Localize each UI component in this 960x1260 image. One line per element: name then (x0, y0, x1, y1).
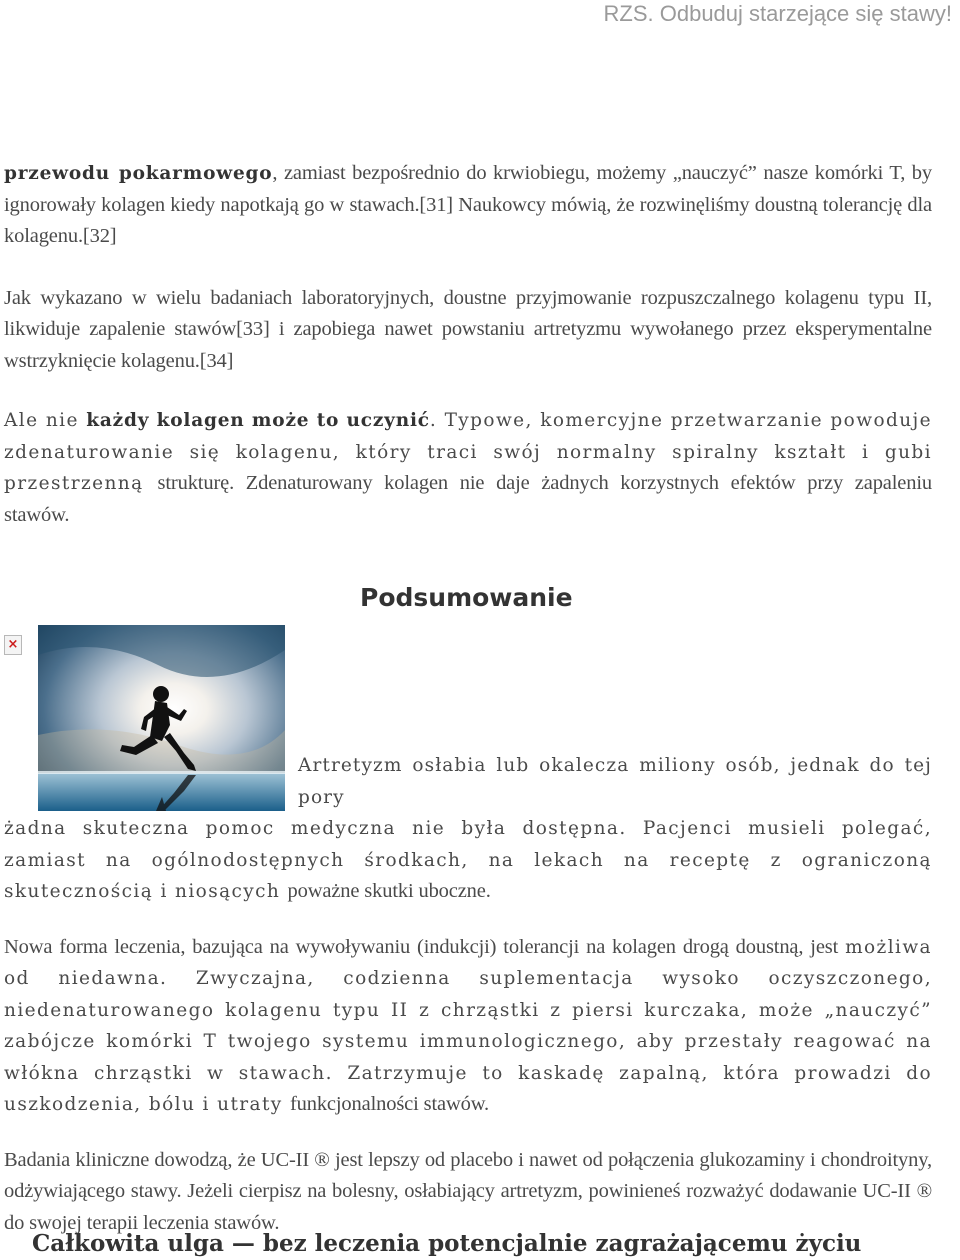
runner-image (38, 625, 285, 811)
bold-digestive-tract: przewodu pokarmowego (4, 163, 273, 184)
paragraph-no-help (4, 813, 932, 908)
section-heading-summary: Podsumowanie (360, 583, 573, 612)
paragraph-oral-tolerance-text: , zamiast bezpośrednio do krwiobiegu, możemy „nauczyć” nasze komórki T, by ignorowały kolagen kiedy napotkają go w stawach.[31] Naukowcy mówią, że rozwinęliśmy doustną tolerancję dla kolagenu.[32] (4, 162, 932, 247)
paragraph-oral-tolerance (4, 158, 932, 253)
paragraph-new-treatment-c: funkcjonalności stawów. (289, 1093, 489, 1115)
paragraph-denatured-text-a: . Typowe, komercyjne przetwarzanie powoduje zdenaturowanie się kolagenu, który traci swój normalny spiralny kształt i gubi przestrzenną (4, 410, 933, 494)
section-heading-total-relief: Całkowita ulga — bez leczenia potencjalnie zagrażającemu życiu (32, 1230, 862, 1257)
page-title: RZS. Odbuduj starzejące się stawy! (603, 1, 952, 26)
paragraph-clinical-trials: Badania kliniczne dowodzą, że UC-II ® jest lepszy od placebo i nawet od połączenia glukozaminy i chondroityny, odżywiającego stawy. Jeżeli cierpisz na bolesny, osłabiający artretyzm, powinieneś rozważyć dodawanie UC-II ® do swojej terapii leczenia stawów. (4, 1148, 932, 1234)
paragraph-denatured-collagen (4, 405, 932, 531)
paragraph-lab-studies: Jak wykazano w wielu badaniach laboratoryjnych, doustne przyjmowanie rozpuszczalnego kolagenu typu II, likwiduje zapalenie stawów[33] i zapobiega nawet powstaniu artretyzmu wywołanego przez eksperymentalne wstrzyknięcie kolagenu.[34] (4, 286, 932, 372)
bold-not-every-collagen: każdy kolagen może to uczynić (86, 410, 430, 431)
paragraph-no-help-c: poważne skutki uboczne. (287, 880, 491, 902)
paragraph-new-treatment-b: możliwa od niedawna. Zwyczajna, codzienna suplementacja wysoko oczyszczonego, niedenaturowanego kolagenu typu II z chrząstki z piersi kurczaka, może „nauczyć” zabójcze komórki T twojego systemu immunologicznego, aby przestały reagować na włókna chrząstki w stawach. Zatrzymuje to kaskadę zapalną, która prowadzi do uszkodzenia, bólu i utraty (4, 936, 932, 1115)
paragraph-no-help-b: Pacjenci musieli polegać, zamiast na ogólnodostępnych środkach, na lekach na receptę z ograniczoną skutecznością i niosących (4, 818, 932, 902)
paragraph-denatured-text-b: strukturę. Zdenaturowany kolagen nie daje żadnych korzystnych efektów przy zapaleniu stawów. (4, 472, 932, 526)
paragraph-no-help-a: żadna skuteczna pomoc medyczna nie była dostępna. (4, 818, 627, 839)
paragraph-new-treatment-a: Nowa forma leczenia, bazująca na wywoływaniu (indukcji) tolerancji na kolagen drogą doustną, jest (4, 935, 846, 958)
summary-figure (4, 625, 932, 813)
intro-text: Ale nie (4, 410, 87, 431)
broken-image-icon: × (4, 635, 22, 655)
summary-intro-line: Artretyzm osłabia lub okalecza miliony osób, jednak do tej pory (298, 755, 932, 808)
article-body (4, 158, 932, 1239)
paragraph-new-treatment (4, 932, 932, 1121)
